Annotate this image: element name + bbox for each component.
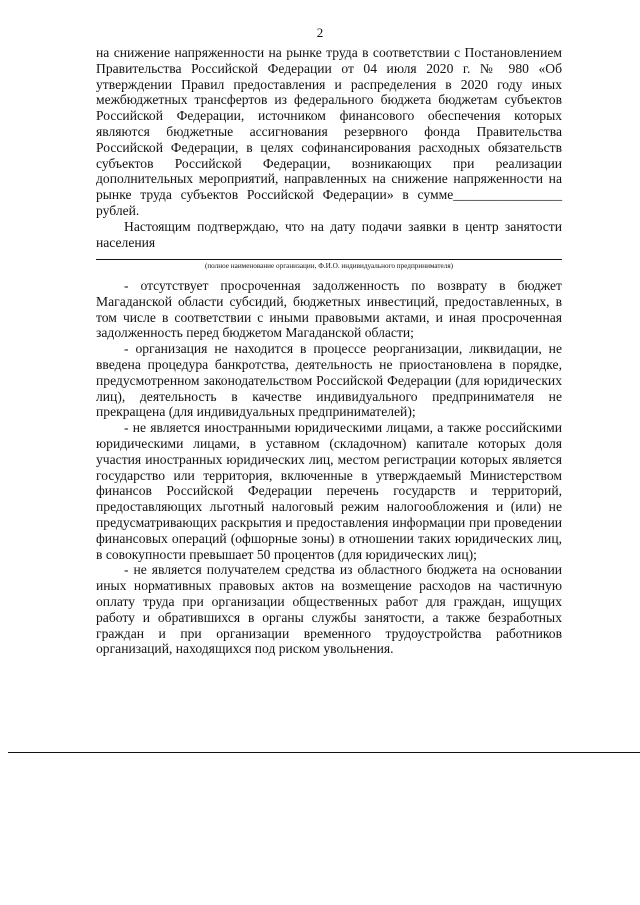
page-number: 2 (316, 25, 324, 40)
intro-paragraph-block (96, 45, 562, 219)
condition-item: - не является иностранными юридическими лицами, а также российскими юридическими лицами, в уставном (складочном) капитале которых доля участия иностранных юридических лиц, местом регистрации которых является государство или территория, включенные в утверждаемый Министерством финансов Российской Федерации перечень государств и территорий, предоставляющих льготный налоговый режим налогообложения и (или) не предусматривающих раскрытия и предоставления информации при проведении финансовых операций (офшорные зоны) в отношении таких юридических лиц, в совокупности превышает 50 процентов (для юридических лиц); (96, 420, 562, 562)
confirm-paragraph: Настоящим подтверждаю, что на дату подачи заявки в центр занятости населения (96, 219, 562, 250)
signature-line (96, 259, 562, 260)
intro-paragraph: на снижение напряженности на рынке труда в соответствии с Постановлением Правительства Российской Федерации от 04 июля 2020 г. № 980 «Об утверждении Правил предоставления и распределения в 2020 году иных межбюджетных трансфертов из федерального бюджета бюджетам субъектов Российской Федерации, источником финансового обеспечения которых являются бюджетные ассигнования резервного фонда Правительства Российской Федерации, в целях софинансирования расходных обязательств субъектов Российской Федерации, возникающих при реализации дополнительных мероприятий, направленных на снижение напряженности на рынке труда субъектов Российской Федерации» в сумме________________ рублей. (96, 45, 562, 218)
condition-item: - не является получателем средства из областного бюджета на основании иных нормативных правовых актов на возмещение расходов на частичную оплату труда при организации общественных работ для граждан, ищущих работу и обратившихся в органы службы занятости, а также безработных граждан и при организации временного трудоустройства работников организаций, находящихся под риском увольнения. (96, 562, 562, 657)
conditions-list (96, 278, 562, 657)
condition-item: - отсутствует просроченная задолженность по возврату в бюджет Магаданской области субсидий, бюджетных инвестиций, предоставленных, в том числе в соответствии с иными правовыми актами, и иная просроченная задолженность перед бюджетом Магаданской области; (96, 278, 562, 341)
condition-item: - организация не находится в процессе реорганизации, ликвидации, не введена процедура банкротства, деятельность не приостановлена в порядке, предусмотренном законодательством Российской Федерации (для юридических лиц), деятельность в качестве индивидуального предпринимателя не прекращена (для индивидуальных предпринимателей); (96, 341, 562, 420)
page-bottom-rule (8, 752, 640, 753)
signature-caption: (полное наименование организации, Ф.И.О. индивидуального предпринимателя) (204, 262, 454, 270)
confirm-paragraph-block (96, 219, 562, 251)
